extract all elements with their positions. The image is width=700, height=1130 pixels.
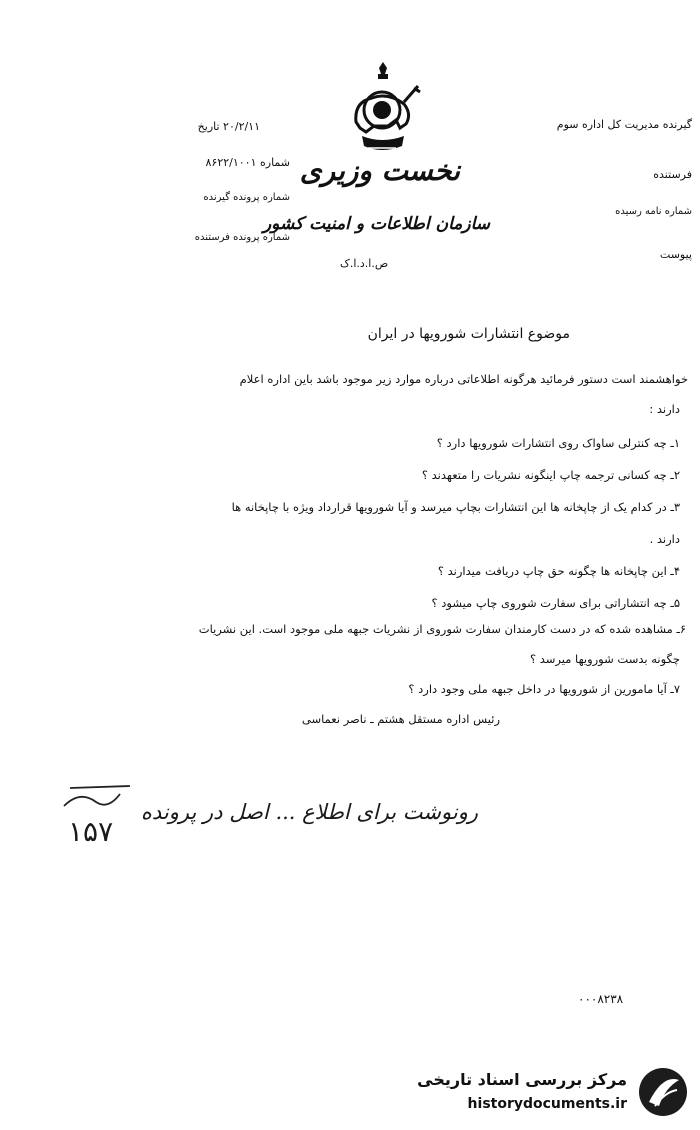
attachment-line: پیوست (659, 248, 692, 261)
handwritten-scribble (60, 780, 140, 820)
watermark (417, 1062, 695, 1122)
body-line: ۵ـ چه انتشاراتی برای سفارت شوروی چاپ میشود ؟ (431, 596, 680, 610)
letterhead-ref: ص.ا.د.ا.ک (340, 257, 389, 270)
letterhead-title: نخست وزیری (299, 154, 460, 187)
letterhead (262, 62, 490, 272)
incoming-number-line: شماره نامه رسیده (615, 206, 692, 217)
handwritten-note: رونوشت برای اطلاع ... اصل در پرونده (140, 800, 478, 824)
lion-and-sun-emblem (338, 62, 428, 162)
document-code: ۰۰۰۸۲۳۸ (578, 992, 624, 1006)
body-line: ۴ـ این چاپخانه ها چگونه حق چاپ دریافت میدارند ؟ (437, 564, 680, 578)
header-left (100, 120, 290, 250)
body-line: دارند . (649, 532, 680, 546)
signature-line: رئیس اداره مستقل هشتم ـ ناصر نعماسی (301, 712, 500, 726)
header-right (472, 118, 692, 268)
recipient-line: گیرنده مدیریت کل اداره سوم (556, 118, 692, 131)
body-line: چگونه بدست شورویها میرسد ؟ (530, 652, 680, 666)
subject-line: موضوع انتشارات شورویها در ایران (367, 326, 570, 342)
handwritten-number: ۱۵۷ (68, 815, 114, 848)
body-line: ۱ـ چه کنترلی ساواک روی انتشارات شورویها دارد ؟ (436, 436, 680, 450)
recipient-file-line: شماره پرونده گیرنده (203, 192, 290, 203)
letterhead-org: سازمان اطلاعات و امنیت کشور (262, 214, 490, 234)
body-line: ۷ـ آیا مامورین از شورویها در داخل جبهه ملی وجود دارد ؟ (408, 682, 680, 696)
body-line: خواهشمند است دستور فرمائید هرگونه اطلاعاتی درباره موارد زیر موجود باشد باین اداره اعلام (239, 372, 688, 386)
date-line: ۲۰/۲/۱۱ تاریخ (197, 120, 260, 133)
body-line: دارند : (649, 402, 680, 416)
body-line: ۳ـ در کدام یک از چاپخانه ها این انتشارات بچاپ میرسد و آیا شورویها قرارداد ویژه با چاپخانه ها (231, 500, 680, 514)
sender-file-line: شماره پرونده فرستنده (194, 232, 290, 243)
sender-line: فرستنده (653, 168, 692, 181)
number-line: شماره ۸۶۲۲/۱۰۰۱ (205, 156, 290, 169)
body-line: ۲ـ چه کسانی ترجمه چاپ اینگونه نشریات را متعهدند ؟ (421, 468, 680, 482)
body-line: ۶ـ مشاهده شده که در دست کارمندان سفارت شوروی از نشریات جبهه ملی موجود است. این نشریات (198, 622, 686, 636)
watermark-title: مرکز بررسی اسناد تاریخی (417, 1070, 627, 1089)
archive-logo-icon (635, 1066, 691, 1118)
watermark-url: historydocuments.ir (467, 1096, 627, 1112)
